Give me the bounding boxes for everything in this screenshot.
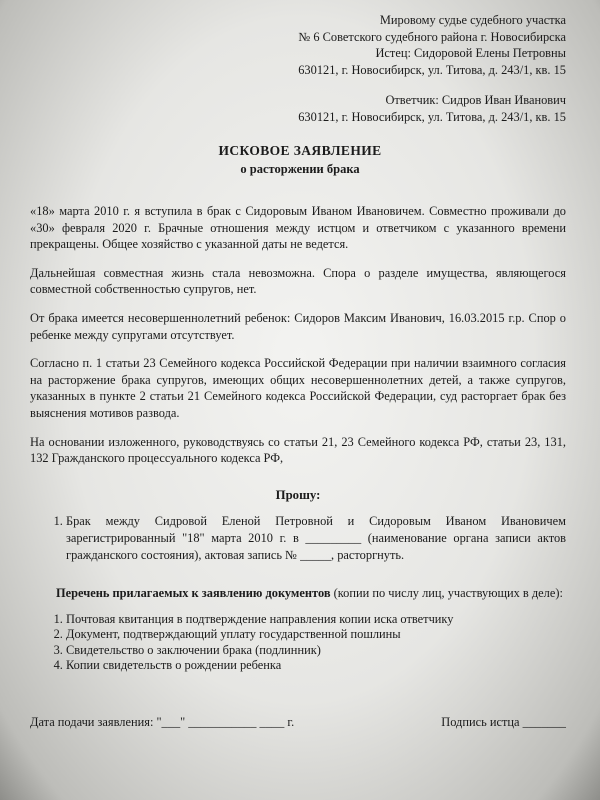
paragraph-child: От брака имеется несовершеннолетний ребенок: Сидоров Максим Иванович, 16.03.2015 г.р. Спор о ребенке между супругами отсутствует. [30,310,566,342]
document-body [30,203,566,674]
document-title: ИСКОВОЕ ЗАЯВЛЕНИЕ [218,143,382,158]
paragraph-basis: На основании изложенного, руководствуясь со статьи 21, 23 Семейного кодекса РФ, статьи 23, 131, 132 Гражданского процессуального кодекса РФ, [30,434,566,466]
header-line-respondent-address: 630121, г. Новосибирск, ул. Титова, д. 243/1, кв. 15 [298,109,566,124]
plaintiff-signature-field: Подпись истца _______ [441,715,566,729]
header-line-plaintiff: Истец: Сидоровой Елены Петровны [375,46,566,61]
document-item: 4. Копии свидетельств о рождении ребенка [66,658,566,674]
request-heading: Прошу: [275,487,321,502]
paragraph-property: Дальнейшая совместная жизнь стала невозможна. Спора о разделе имущества, являющегося совместной собственностью супругов, нет. [30,265,566,297]
filing-date-field: Дата подачи заявления: "___" ___________ ____ г. [30,715,295,729]
header-line-court: Мировому судье судебного участка [379,13,566,27]
document-item: 1. Почтовая квитанция в подтверждение направления копии иска ответчику [66,612,566,628]
title-block [0,142,600,178]
paragraph-law: Согласно п. 1 статьи 23 Семейного кодекса Российской Федерации при наличии взаимного согласия на расторжение брака супругов, имеющих общих несовершеннолетних детей, а также супругов, указанных в пункте 2 статьи 21 Семейного кодекса Российской Федерации, суд расторгает брак без выяснения мотивов развода. [30,356,566,420]
document-item: 2. Документ, подтверждающий уплату государственной пошлины [66,627,566,643]
addressee-block [256,12,566,126]
request-item: 1. Брак между Сидровой Еленой Петровной и Сидоровым Иваном Ивановичем зарегистрированный "18" марта 2010 г. в _________ (наименование органа записи актов гражданского состояния), актовая запись № _____, расторгнуть. [66,513,566,563]
document-subtitle: о расторжении брака [240,162,360,176]
documents-heading-rest: (копии по числу лиц, участвующих в деле): [330,586,563,601]
header-line-plaintiff-address: 630121, г. Новосибирск, ул. Титова, д. 243/1, кв. 15 [298,62,566,77]
documents-heading [30,585,566,602]
paragraph-marriage: «18» марта 2010 г. я вступила в брак с Сидоровым Иваном Ивановичем. Совместно проживали до «30» февраля 2020 г. Брачные отношения между истцом и ответчиком с указанного времени прекращены. Общее хозяйство с указанной даты не ведется. [30,204,566,252]
request-list [30,513,566,563]
document-item: 3. Свидетельство о заключении брака (подлинник) [66,643,566,659]
documents-heading-bold: Перечень прилагаемых к заявлению документов [56,586,331,601]
documents-list [30,612,566,674]
header-line-district: № 6 Советского судебного района г. Новосибирска [298,29,566,44]
header-line-respondent: Ответчик: Сидров Иван Иванович [385,93,566,108]
